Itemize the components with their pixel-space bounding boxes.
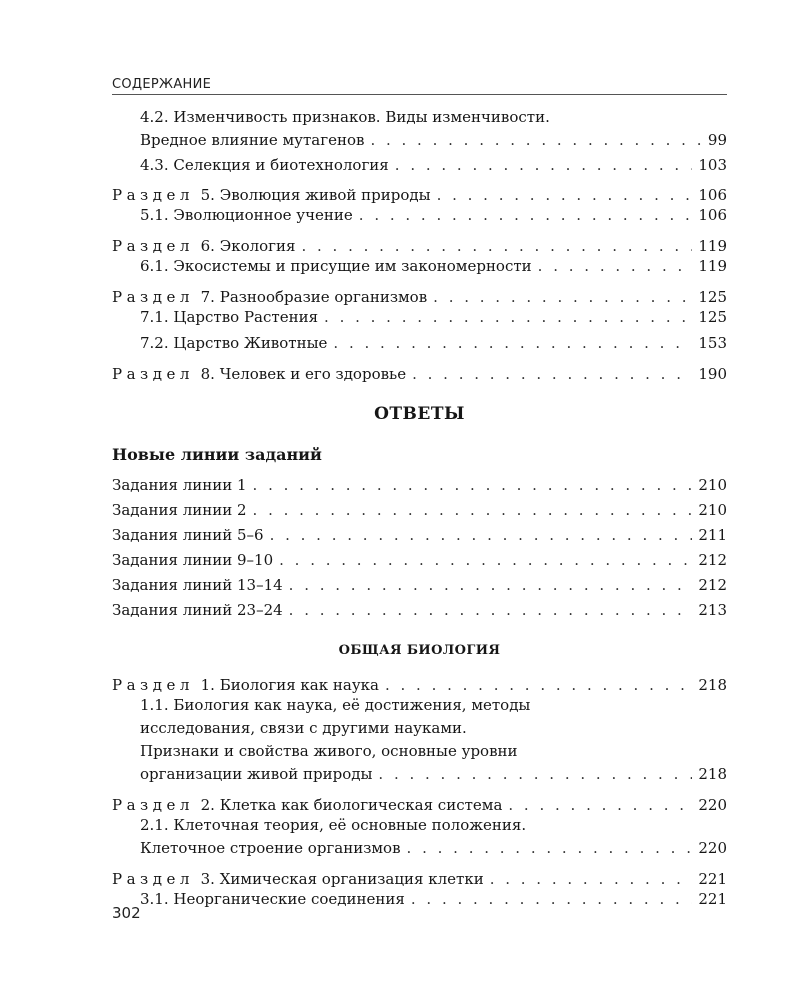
toc-entry [112,573,727,598]
section-prefix: Раздел [112,288,194,306]
toc-entry-page: 221 [698,870,727,888]
toc-entry [112,204,727,227]
new-lines-heading: Новые линии заданий [112,445,322,464]
toc-entry-title: Клеточное строение организмов [140,839,401,857]
dot-leader [289,573,693,598]
dot-leader [253,473,693,498]
toc-section-title [112,363,406,386]
toc-entry [112,888,727,911]
toc-entry [112,548,727,573]
dot-leader [411,888,692,911]
dot-leader [538,255,693,278]
toc-entry-title: организации живой природы [140,765,373,783]
toc-entry-title: Задания линий 13–14 [112,576,283,594]
dot-leader [324,306,692,329]
toc-entry-title: Задания линии 1 [112,476,247,494]
toc-entry-page: 212 [698,551,727,569]
toc-entry-title: 7.1. Царство Растения [140,308,319,326]
section-prefix: Раздел [112,796,194,814]
toc-entry [112,473,727,498]
toc-entry-page: 212 [698,576,727,594]
toc-entry-title: 7.2. Царство Животные [140,334,328,352]
toc-entry-line: 1.1. Биология как наука, её достижения, методы [140,696,531,714]
new-lines-list [112,473,727,623]
toc-entry [112,306,727,329]
page-number: 302 [112,904,141,922]
toc-entry-page: 125 [698,288,727,306]
answers-heading: ОТВЕТЫ [374,404,465,424]
toc-entry-title: Задания линии 2 [112,501,247,519]
toc-entry-title: Вредное влияние мутагенов [140,131,365,149]
section-title-text: 3. Химическая организация клетки [200,870,484,888]
toc-entry-page: 213 [698,601,727,619]
toc-entry-page: 99 [707,131,727,149]
dot-leader [370,129,701,152]
toc-entry-title: Задания линии 9–10 [112,551,274,569]
general-biology-heading: ОБЩАЯ БИОЛОГИЯ [338,643,501,658]
toc-entry-page: 211 [698,526,727,544]
toc-entry-page: 221 [698,890,727,908]
dot-leader [407,837,693,860]
toc-entry-title: Задания линий 5–6 [112,526,264,544]
section-title-text: 2. Клетка как биологическая система [200,796,503,814]
dot-leader [289,598,693,623]
toc-entry-title: 6.1. Экосистемы и присущие им закономерности [140,257,532,275]
dot-leader [412,363,692,386]
toc-entry [112,763,727,786]
toc-entry [112,598,727,623]
toc-entry-title: Задания линий 23–24 [112,601,283,619]
toc-entry-page: 119 [698,237,727,255]
section-prefix: Раздел [112,186,194,204]
toc-entry-page: 153 [698,334,727,352]
toc-top [112,106,727,386]
dot-leader [333,332,692,355]
toc-entry-title: 3.1. Неорганические соединения [140,890,405,908]
toc-entry [112,129,727,152]
toc-entry [112,255,727,278]
toc-entry [112,154,727,177]
toc-entry-page: 119 [698,257,727,275]
toc-entry-page: 106 [698,206,727,224]
running-head: СОДЕРЖАНИЕ [112,77,727,95]
toc-entry-page: 190 [698,365,727,383]
section-title-text: 8. Человек и его здоровье [200,365,407,383]
section-prefix: Раздел [112,870,194,888]
dot-leader [270,523,693,548]
toc-entry-page: 218 [698,765,727,783]
toc-section [112,363,727,386]
dot-leader [359,204,693,227]
toc-entry-page: 106 [698,186,727,204]
toc-page [112,0,727,1000]
toc-entry-title: 5.1. Эволюционное учение [140,206,353,224]
toc-entry [112,837,727,860]
general-biology-list [112,674,727,911]
section-title-text: 6. Экология [200,237,296,255]
toc-entry-line: 4.2. Изменчивость признаков. Виды изменчивости. [140,108,550,126]
section-title-text: 5. Эволюция живой природы [200,186,431,204]
toc-entry-page: 220 [698,796,727,814]
toc-entry-page: 103 [698,156,727,174]
toc-entry-page: 210 [698,476,727,494]
dot-leader [253,498,693,523]
section-prefix: Раздел [112,676,194,694]
dot-leader [508,794,692,817]
toc-entry [112,498,727,523]
toc-entry-title: 4.3. Селекция и биотехнология [140,156,389,174]
section-prefix: Раздел [112,365,194,383]
dot-leader [279,548,692,573]
section-prefix: Раздел [112,237,194,255]
toc-entry-line: 2.1. Клеточная теория, её основные положения. [140,816,527,834]
section-title-text: 7. Разнообразие организмов [200,288,428,306]
toc-entry-line: Признаки и свойства живого, основные уровни [140,742,518,760]
toc-entry-line: исследования, связи с другими науками. [140,719,467,737]
dot-leader [395,154,693,177]
section-title-text: 1. Биология как наука [200,676,379,694]
toc-entry-page: 210 [698,501,727,519]
dot-leader [378,763,692,786]
toc-entry-page: 218 [698,676,727,694]
toc-entry-page: 220 [698,839,727,857]
toc-entry-page: 125 [698,308,727,326]
toc-entry [112,523,727,548]
toc-entry [112,332,727,355]
